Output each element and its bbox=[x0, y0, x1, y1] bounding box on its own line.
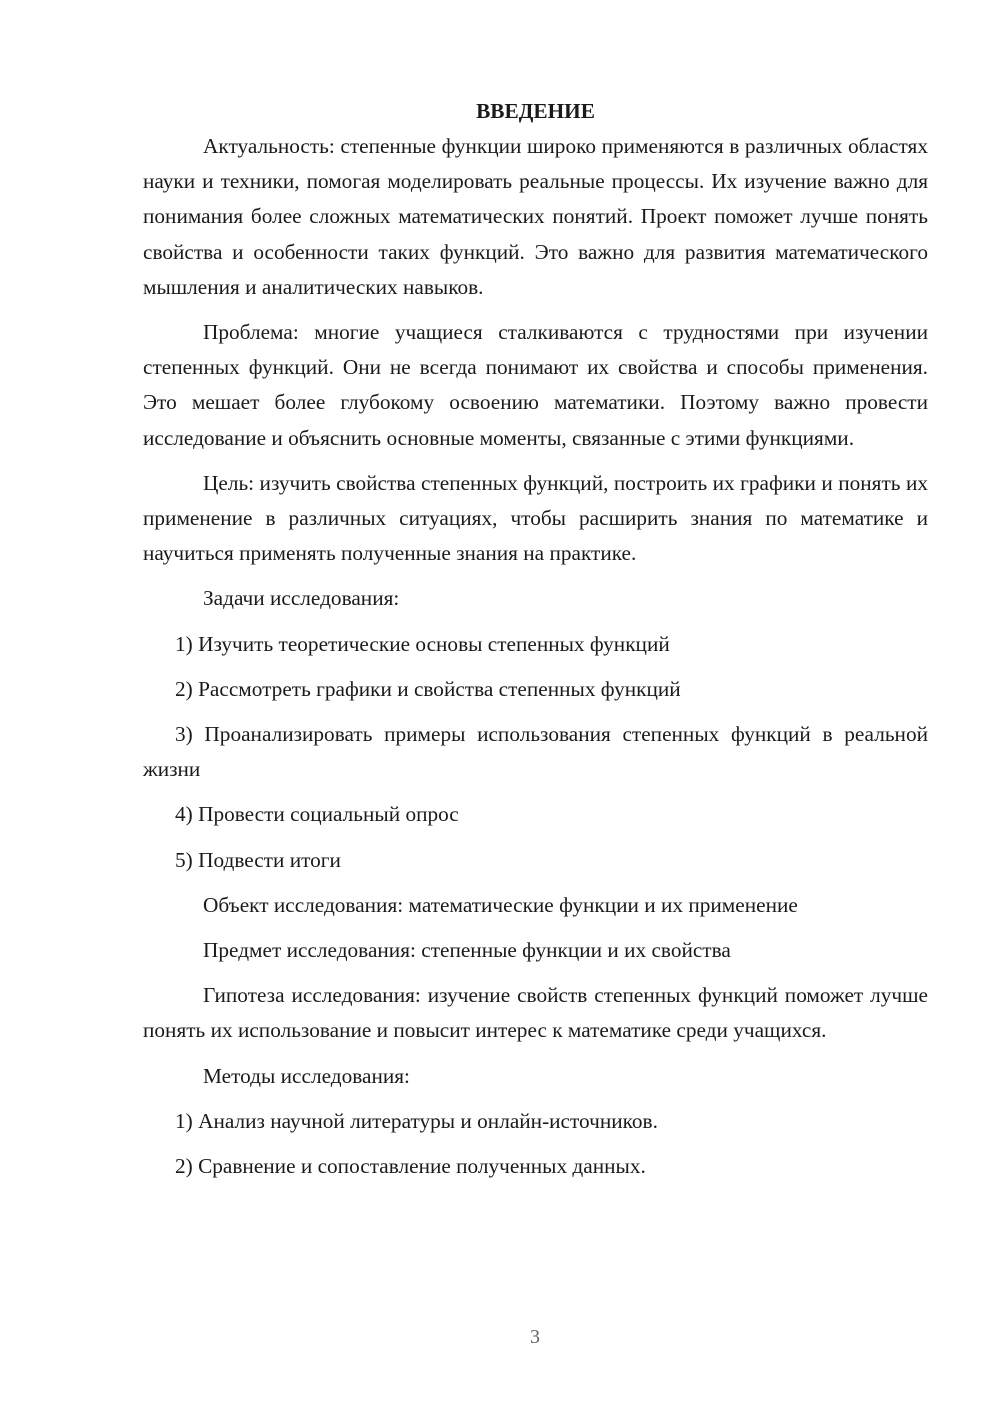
task-item-5: 5) Подвести итоги bbox=[175, 847, 341, 872]
document-page bbox=[143, 94, 928, 1184]
method-item-2: 2) Сравнение и сопоставление полученных данных. bbox=[175, 1154, 646, 1179]
goal-paragraph: Цель: изучить свойства степенных функций, построить их графики и понять их применение в различных ситуациях, чтобы расширить знания по математике и научиться применять полученные знания на практике. bbox=[143, 470, 928, 566]
research-subject: Предмет исследования: степенные функции и их свойства bbox=[203, 938, 731, 963]
hypothesis-paragraph: Гипотеза исследования: изучение свойств степенных функций поможет лучше понять их использование и повысит интерес к математике среди учащихся. bbox=[143, 983, 928, 1043]
page-title: ВВЕДЕНИЕ bbox=[476, 99, 595, 123]
tasks-heading: Задачи исследования: bbox=[203, 586, 400, 611]
task-item-4: 4) Провести социальный опрос bbox=[175, 802, 459, 827]
problem-paragraph: Проблема: многие учащиеся сталкиваются с трудностями при изучении степенных функций. Они не всегда понимают их свойства и способы применения. Это мешает более глубокому освоению математики. Поэтому важно провести исследование и объяснить основные моменты, связанные с этими функциями. bbox=[143, 320, 928, 450]
method-item-1: 1) Анализ научной литературы и онлайн-источников. bbox=[175, 1108, 658, 1133]
task-item-1: 1) Изучить теоретические основы степенных функций bbox=[175, 631, 670, 656]
research-object: Объект исследования: математические функции и их применение bbox=[203, 892, 798, 917]
task-item-3: 3) Проанализировать примеры использования степенных функций в реальной жизни bbox=[143, 722, 928, 782]
methods-heading: Методы исследования: bbox=[203, 1063, 410, 1088]
task-item-2: 2) Рассмотреть графики и свойства степенных функций bbox=[175, 676, 681, 701]
relevance-paragraph: Актуальность: степенные функции широко применяются в различных областях науки и техники, помогая моделировать реальные процессы. Их изучение важно для понимания более сложных математических понятий. Проект поможет лучше понять свойства и особенности таких функций. Это важно для развития математического мышления и аналитических навыков. bbox=[143, 134, 928, 299]
page-number: 3 bbox=[530, 1326, 540, 1348]
